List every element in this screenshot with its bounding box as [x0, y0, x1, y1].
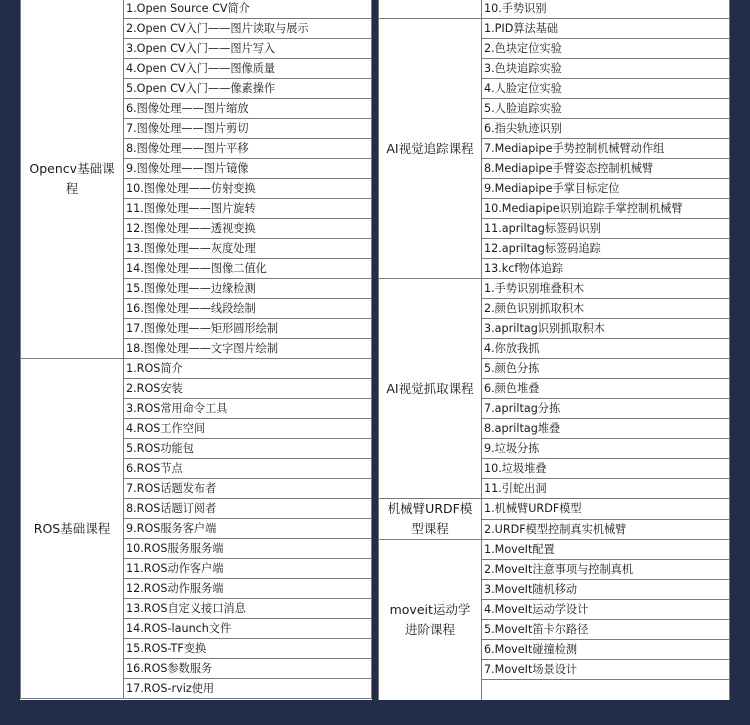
lesson-title: 15.图像处理——边缘检测 [124, 279, 372, 299]
lesson-title: 13.图像处理——灰度处理 [124, 239, 372, 259]
lesson-title: 8.apriltag堆叠 [482, 419, 730, 439]
lesson-title: 5.MoveIt笛卡尔路径 [482, 620, 730, 640]
lesson-title: 14.图像处理——图像二值化 [124, 259, 372, 279]
lesson-title: 8.Mediapipe手臂姿态控制机械臂 [482, 159, 730, 179]
lesson-title: 3.ROS常用命令工具 [124, 399, 372, 419]
lesson-title: 14.ROS-launch文件 [124, 619, 372, 639]
lesson-title: 12.apriltag标签码追踪 [482, 239, 730, 259]
lesson-title: 12.图像处理——透视变换 [124, 219, 372, 239]
lesson-title: 5.人脸追踪实验 [482, 99, 730, 119]
lesson-title: 5.ROS功能包 [124, 439, 372, 459]
lesson-title: 5.Open CV入门——像素操作 [124, 79, 372, 99]
lesson-title: 4.你放我抓 [482, 339, 730, 359]
course-category: moveit运动学进阶课程 [379, 540, 482, 701]
lesson-title: 11.ROS动作客户端 [124, 559, 372, 579]
lesson-title: 3.apriltag识别抓取积木 [482, 319, 730, 339]
lesson-title: 7.ROS话题发布者 [124, 479, 372, 499]
left-course-table-panel [20, 0, 372, 700]
lesson-title: 2.ROS安装 [124, 379, 372, 399]
lesson-title: 18.图像处理——文字图片绘制 [124, 339, 372, 359]
lesson-title: 11.引蛇出洞 [482, 479, 730, 499]
lesson-title: 2.颜色识别抓取积木 [482, 299, 730, 319]
lesson-title: 6.指尖轨迹识别 [482, 119, 730, 139]
lesson-title: 7.图像处理——图片剪切 [124, 119, 372, 139]
course-category: AI视觉追踪课程 [379, 19, 482, 279]
lesson-title: 11.图像处理——图片旋转 [124, 199, 372, 219]
lesson-title: 10.ROS服务服务端 [124, 539, 372, 559]
lesson-title: 13.ROS自定义接口消息 [124, 599, 372, 619]
lesson-title: 10.图像处理——仿射变换 [124, 179, 372, 199]
lesson-title: 4.MoveIt运动学设计 [482, 600, 730, 620]
lesson-title: 10.Mediapipe识别追踪手掌控制机械臂 [482, 199, 730, 219]
lesson-title: 6.MoveIt碰撞检测 [482, 640, 730, 660]
lesson-title: 1.ROS简介 [124, 359, 372, 379]
lesson-row [379, 499, 730, 520]
lesson-title: 17.ROS-rviz使用 [124, 679, 372, 699]
lesson-title: 3.MoveIt随机移动 [482, 580, 730, 600]
lesson-title: 4.ROS工作空间 [124, 419, 372, 439]
lesson-title: 2.URDF模型控制真实机械臂 [482, 519, 730, 540]
lesson-title: 2.MoveIt注意事项与控制真机 [482, 560, 730, 580]
left-course-table [20, 0, 372, 699]
lesson-title: 6.颜色堆叠 [482, 379, 730, 399]
lesson-row [379, 279, 730, 299]
lesson-title: 16.图像处理——线段绘制 [124, 299, 372, 319]
lesson-title: 8.ROS话题订阅者 [124, 499, 372, 519]
lesson-title: 9.图像处理——图片镜像 [124, 159, 372, 179]
right-course-table [378, 0, 730, 700]
lesson-title: 15.ROS-TF变换 [124, 639, 372, 659]
lesson-title: 12.ROS动作服务端 [124, 579, 372, 599]
lesson-title [482, 680, 730, 701]
lesson-title: 7.MoveIt场景设计 [482, 660, 730, 680]
lesson-title: 4.人脸定位实验 [482, 79, 730, 99]
right-course-table-panel [378, 0, 730, 700]
lesson-title: 6.图像处理——图片缩放 [124, 99, 372, 119]
course-category [379, 0, 482, 19]
lesson-title: 17.图像处理——矩形圆形绘制 [124, 319, 372, 339]
course-category: AI视觉抓取课程 [379, 279, 482, 499]
lesson-row [379, 19, 730, 39]
course-category: ROS基础课程 [21, 359, 124, 699]
lesson-title: 13.kcf物体追踪 [482, 259, 730, 279]
lesson-title: 3.Open CV入门——图片写入 [124, 39, 372, 59]
lesson-title: 11.apriltag标签码识别 [482, 219, 730, 239]
lesson-title: 9.Mediapipe手掌目标定位 [482, 179, 730, 199]
lesson-title: 2.色块定位实验 [482, 39, 730, 59]
lesson-title: 6.ROS节点 [124, 459, 372, 479]
lesson-title: 7.apriltag分拣 [482, 399, 730, 419]
lesson-row [21, 359, 372, 379]
lesson-title: 9.垃圾分拣 [482, 439, 730, 459]
lesson-title: 2.Open CV入门——图片读取与展示 [124, 19, 372, 39]
course-category: 机械臂URDF模型课程 [379, 499, 482, 540]
lesson-row [21, 0, 372, 19]
lesson-title: 1.Open Source CV简介 [124, 0, 372, 19]
lesson-title: 10.手势识别 [482, 0, 730, 19]
lesson-title: 1.MoveIt配置 [482, 540, 730, 560]
lesson-title: 16.ROS参数服务 [124, 659, 372, 679]
lesson-row [379, 0, 730, 19]
lesson-title: 4.Open CV入门——图像质量 [124, 59, 372, 79]
lesson-row [379, 540, 730, 560]
lesson-title: 1.PID算法基础 [482, 19, 730, 39]
lesson-title: 10.垃圾堆叠 [482, 459, 730, 479]
lesson-title: 1.手势识别堆叠积木 [482, 279, 730, 299]
lesson-title: 3.色块追踪实验 [482, 59, 730, 79]
lesson-title: 7.Mediapipe手势控制机械臂动作组 [482, 139, 730, 159]
lesson-title: 5.颜色分拣 [482, 359, 730, 379]
lesson-title: 1.机械臂URDF模型 [482, 499, 730, 520]
lesson-title: 8.图像处理——图片平移 [124, 139, 372, 159]
lesson-title: 9.ROS服务客户端 [124, 519, 372, 539]
course-category: Opencv基础课程 [21, 0, 124, 359]
